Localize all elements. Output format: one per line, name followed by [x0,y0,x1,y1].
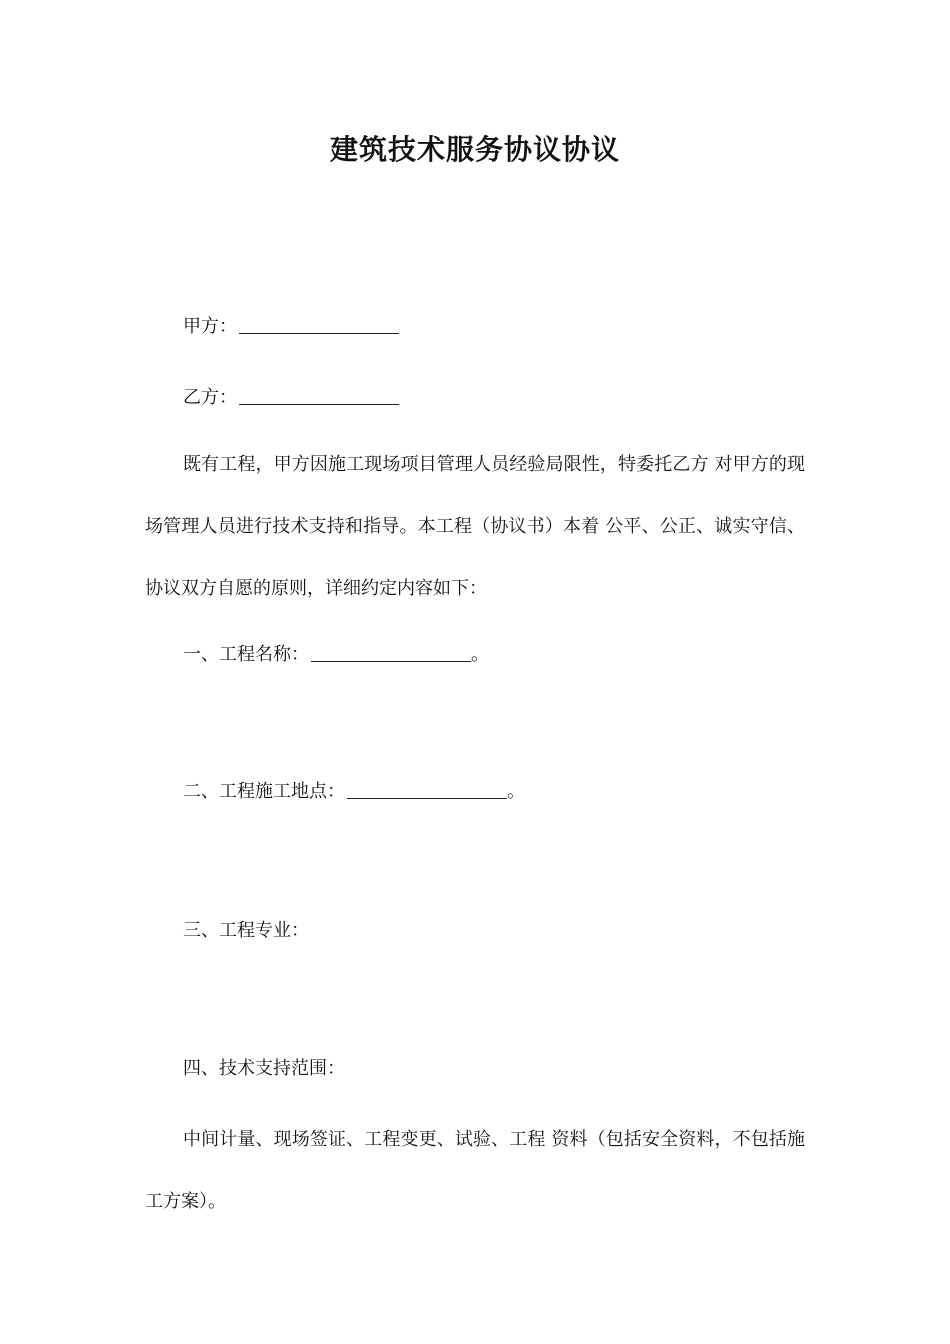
project-location-line [183,778,525,805]
project-name-label: 一、工程名称： [183,644,309,665]
party-a-label: 甲方： [183,316,237,337]
project-location-label: 二、工程施工地点： [183,781,345,802]
support-scope-label: 四、技术支持范围： [183,1058,345,1079]
support-scope-line [183,1056,345,1082]
scope-paragraph: 中间计量、现场签证、工程变更、试验、工程 资料（包括安全资料，不包括施工方案）。 [145,1129,805,1212]
party-b-label: 乙方： [183,387,237,408]
project-name-blank [311,643,471,662]
project-name-suffix: 。 [471,644,489,665]
document-title: 建筑技术服务协议协议 [329,133,620,166]
project-specialty-label: 三、工程专业： [183,920,309,941]
party-a-line [183,313,399,340]
party-b-line [183,384,399,411]
project-specialty-line [183,918,309,944]
project-name-line [183,641,489,668]
project-location-suffix: 。 [507,781,525,802]
intro-paragraph: 既有工程，甲方因施工现场项目管理人员经验局限性，特委托乙方 对甲方的现场管理人员进行技术支持和指导。本工程（协议书）本着 公平、公正、诚实守信、协议双方自愿的原则，详细约定内容如下： [145,454,805,599]
party-b-blank [239,386,399,405]
project-location-blank [347,780,507,799]
party-a-blank [239,315,399,334]
